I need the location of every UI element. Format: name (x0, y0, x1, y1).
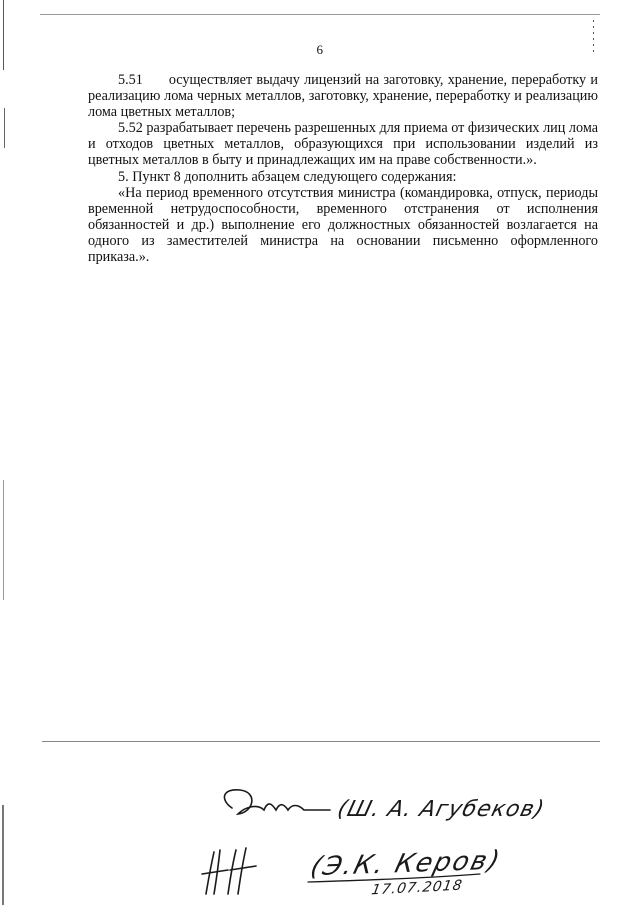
signature-block (180, 770, 560, 900)
scan-edge-left-bottom (2, 805, 4, 905)
paragraph-5-51 (88, 72, 598, 120)
scan-mark-left-lower (3, 480, 4, 600)
paragraph-item-5: 5. Пункт 8 дополнить абзацем следующего содержания: (118, 168, 457, 185)
signature-2-icon (202, 848, 256, 894)
paragraph-5-52: 5.52 разрабатывает перечень разрешенных для приема от физических лиц лома и отходов цветных металлов, образующихся при использовании изделий из цветных металлов в быту и принадлежащих им на праве собственности.». (88, 120, 598, 169)
handwritten-date: 17.07.2018 (370, 877, 464, 899)
signature-scribbles (180, 770, 560, 900)
handwritten-name-1: (Ш. А. Агубеков) (334, 797, 548, 822)
paragraph-text: осуществляет выдачу лицензий на заготовку, хранение, переработку и реализацию лома черных металлов, заготовку, хранение, переработку и реализацию лома цветных металлов; (88, 72, 598, 121)
scan-edge-left (3, 0, 4, 70)
signature-1-icon (224, 790, 330, 814)
page-number: 6 (316, 42, 324, 57)
scan-edge-top (40, 14, 600, 15)
paragraph-number: 5.51 (118, 72, 143, 88)
scan-mark-left (4, 108, 5, 148)
paragraph-quote: «На период временного отсутствия министра (командировка, отпуск, периоды временной нетрудоспособности, временного отстранения от исполнения обязанностей и др.) выполнение его должностных обязанностей возлагается на одного из заместителей министра на основании письменно оформленного приказа.». (88, 184, 598, 266)
footer-divider (42, 741, 600, 742)
handwritten-name-2: (Э.К. Керов) (307, 845, 505, 883)
document-body (88, 72, 598, 265)
